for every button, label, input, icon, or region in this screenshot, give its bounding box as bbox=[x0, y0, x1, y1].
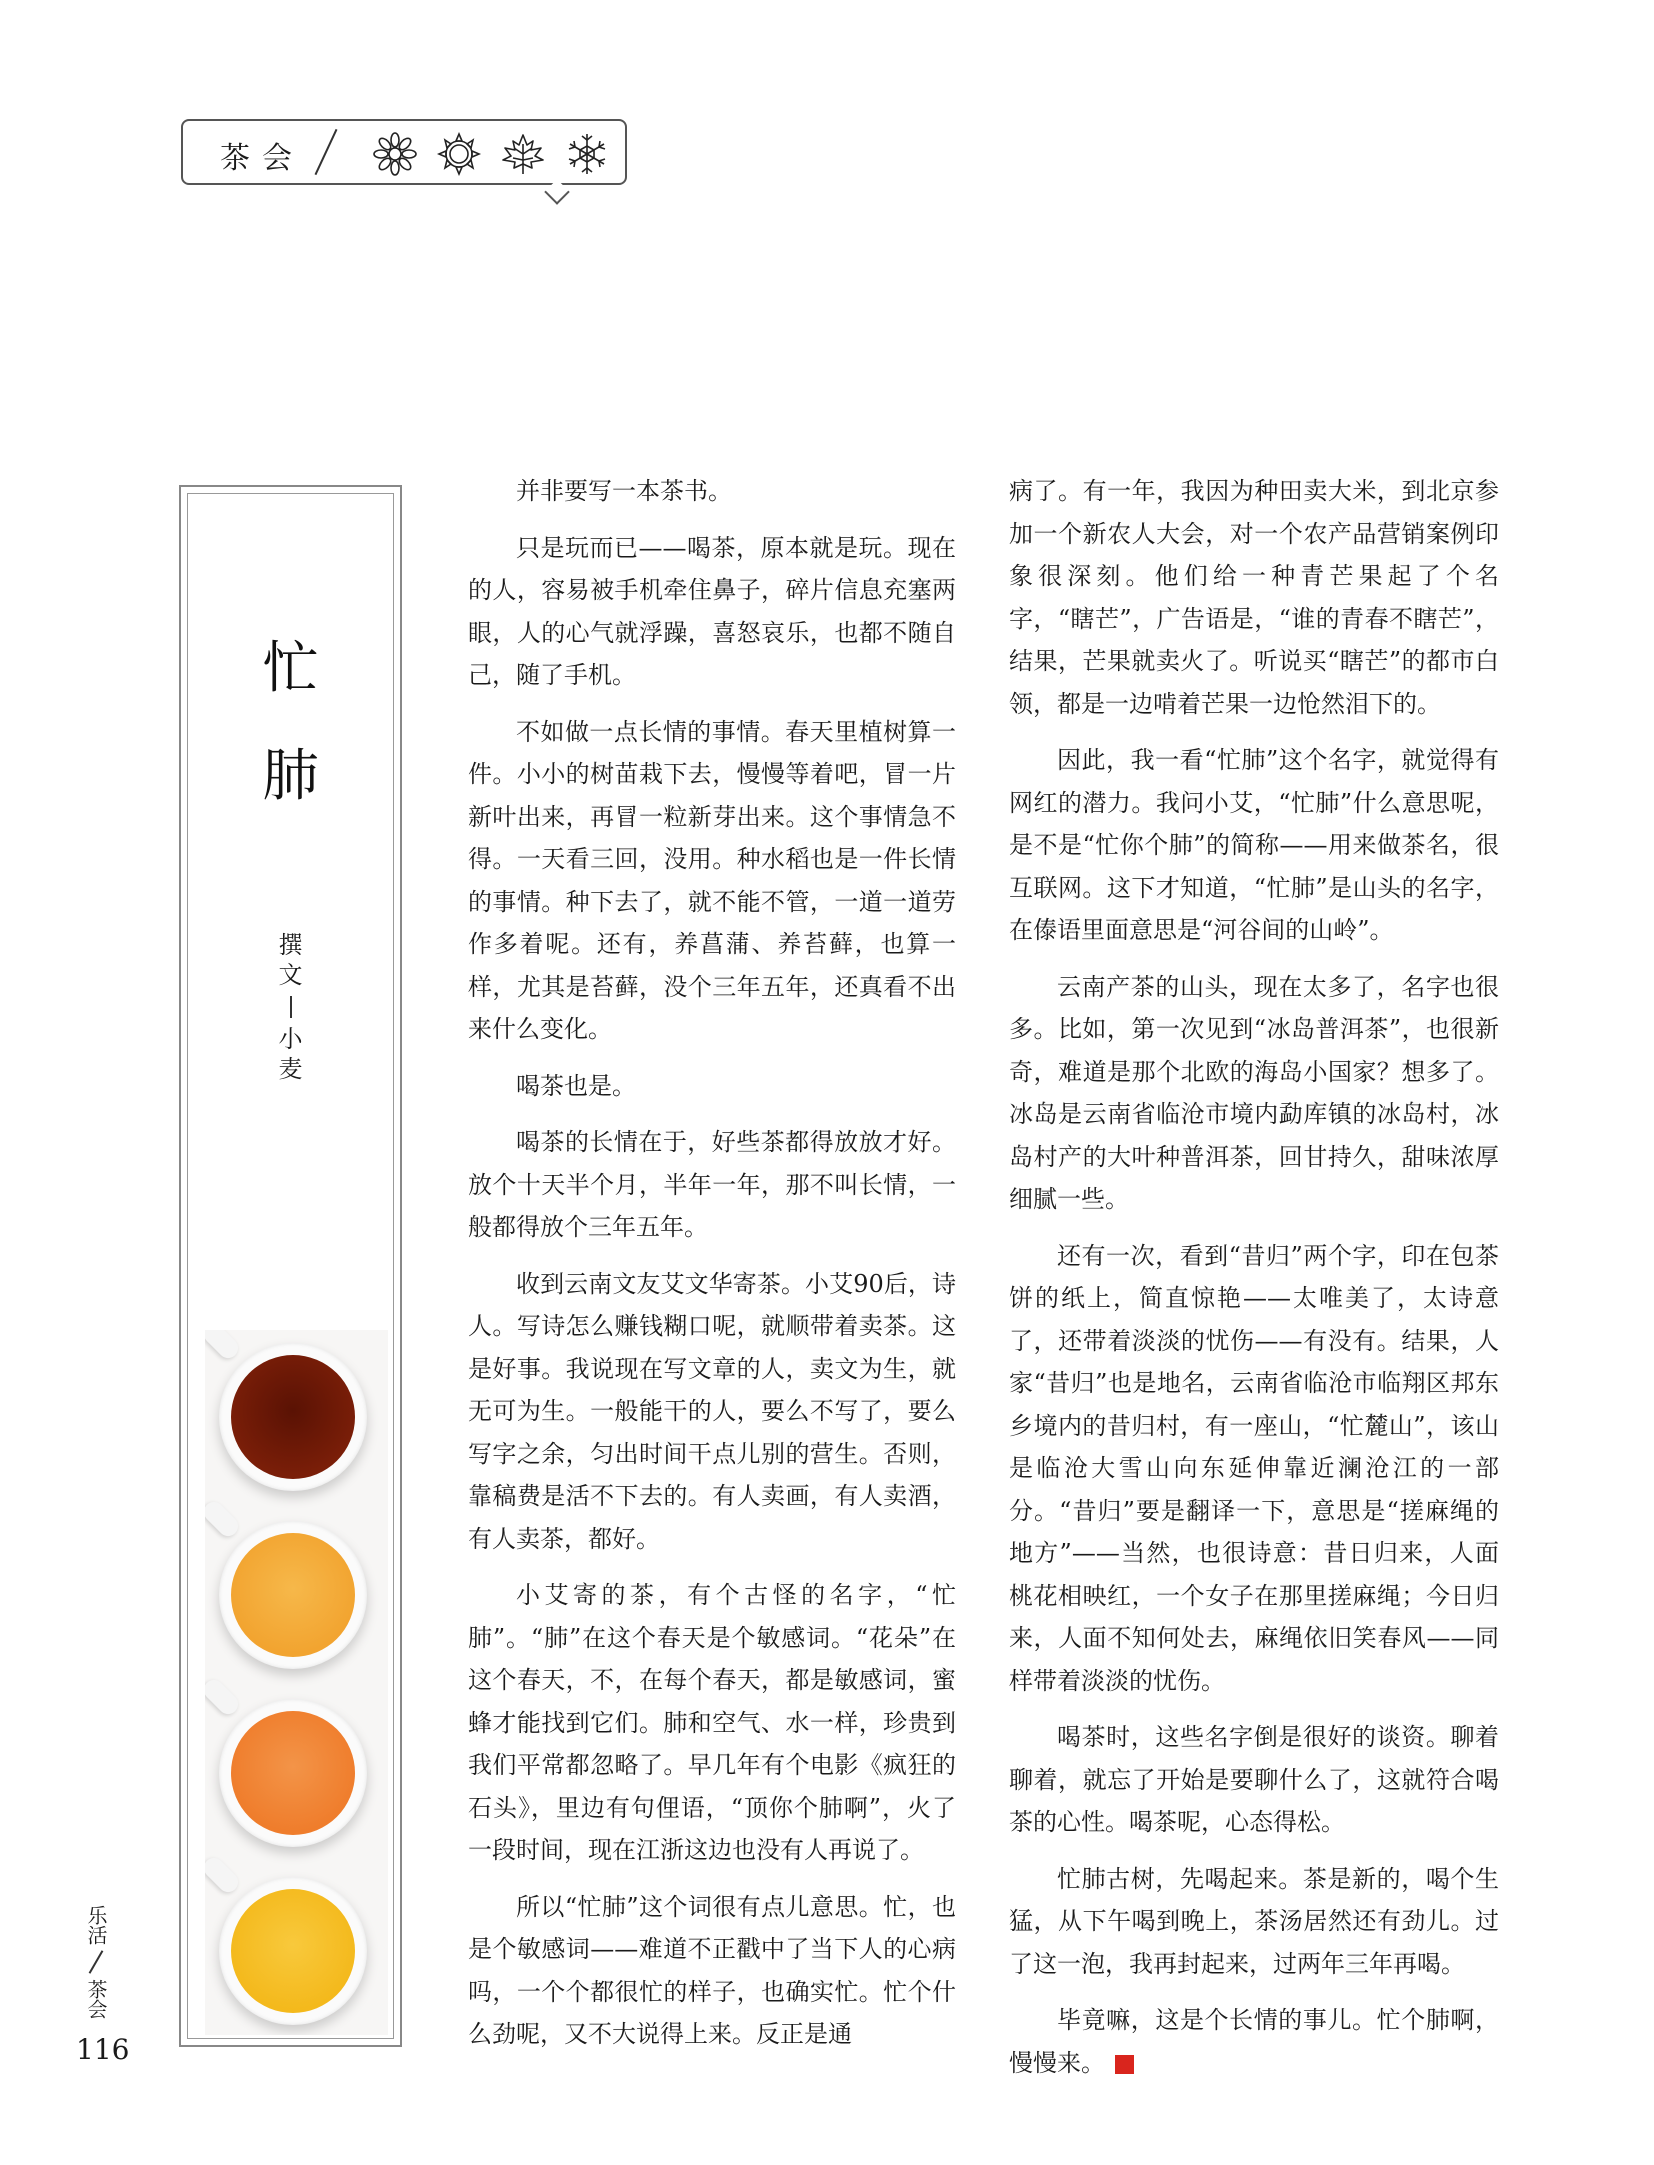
body-paragraph: 喝茶的长情在于，好些茶都得放放才好。放个十天半个月，半年一年，那不叫长情，一般都得放个三年五年。 bbox=[468, 1128, 956, 1241]
byline-author-char: 小 bbox=[278, 1025, 303, 1053]
body-paragraph: 因此，我一看“忙肺”这个名字，就觉得有网红的潜力。我问小艾，“忙肺”什么意思呢，是不是“忙你个肺”的简称——用来做茶名，很互联网。这下才知道，“忙肺”是山头的名字，在傣语里面意思是“河谷间的山岭”。 bbox=[1009, 746, 1499, 944]
section-label: 茶会 bbox=[220, 141, 304, 176]
teacup bbox=[205, 1691, 388, 1861]
body-paragraph: 不如做一点长情的事情。春天里植树算一件。小小的树苗栽下去，慢慢等着吧，冒一片新叶出来，再冒一粒新芽出来。这个事情急不得。一天看三回，没用。种水稻也是一件长情的事情。种下去了，就不能不管，一道一道劳作多着呢。还有，养菖蒲、养苔藓，也算一样，尤其是苔藓，没个三年五年，还真看不出来什么变化。 bbox=[468, 717, 956, 1043]
body-paragraph-final bbox=[1009, 1999, 1499, 2084]
body-paragraph: 忙肺古树，先喝起来。茶是新的，喝个生猛，从下午喝到晚上，茶汤居然还有劲儿。过了这一泡，我再封起来，过两年三年再喝。 bbox=[1009, 1864, 1499, 1978]
body-paragraph: 所以“忙肺”这个词很有点儿意思。忙，也是个敏感词——难道不正戳中了当下人的心病吗，一个个都很忙的样子，也确实忙。忙个什么劲呢，又不大说得上来。反正是通 bbox=[468, 1892, 956, 2048]
season-icons bbox=[371, 132, 611, 176]
body-column-left bbox=[468, 470, 956, 2070]
folio-section-bottom: 茶会 bbox=[84, 1979, 108, 2019]
snowflake-icon bbox=[563, 132, 611, 176]
page-number: 116 bbox=[76, 2033, 130, 2066]
body-paragraph: 小艾寄的茶，有个古怪的名字，“忙肺”。“肺”在这个春天是个敏感词。“花朵”在这个春天，不，在每个春天，都是敏感词，蜜蜂才能找到它们。肺和空气、水一样，珍贵到我们平常都忽略了。早几年有个电影《疯狂的石头》，里边有句俚语，“顶你个肺啊”，火了一段时间，现在江浙这边也没有人再说了。 bbox=[468, 1581, 956, 1864]
body-paragraph: 云南产茶的山头，现在太多了，名字也很多。比如，第一次见到“冰岛普洱茶”，也很新奇，难道是那个北欧的海岛小国家？想多了。冰岛是云南省临沧市境内勐库镇的冰岛村，冰岛村产的大叶种普洱茶，回甘持久，甜味浓厚细腻一些。 bbox=[1009, 972, 1499, 1213]
byline bbox=[188, 930, 393, 1084]
byline-role-char: 撰 bbox=[278, 931, 303, 959]
body-paragraph: 喝茶时，这些名字倒是很好的谈资。聊着聊着，就忘了开始是要聊什么了，这就符合喝茶的心性。喝茶呢，心态得松。 bbox=[1009, 1723, 1499, 1836]
byline-author-char: 麦 bbox=[278, 1055, 303, 1083]
final-paragraph-text: 毕竟嘛，这是个长情的事儿。忙个肺啊，慢慢来。 bbox=[1009, 2006, 1499, 2077]
byline-role-char: 文 bbox=[278, 961, 303, 989]
body-column-right bbox=[1009, 470, 1499, 2098]
teacup bbox=[205, 1335, 388, 1505]
page-folio bbox=[76, 1905, 130, 2066]
sun-flower-icon bbox=[435, 132, 483, 176]
teacup bbox=[205, 1869, 388, 2035]
body-paragraph: 只是玩而已——喝茶，原本就是玩。现在的人，容易被手机牵住鼻子，碎片信息充塞两眼，人的心气就浮躁，喜怒哀乐，也都不随自己，随了手机。 bbox=[468, 533, 956, 689]
article-title-char: 肺 bbox=[262, 744, 319, 809]
article-title-char: 忙 bbox=[262, 636, 319, 701]
folio-section-top: 乐活 bbox=[84, 1905, 108, 1945]
maple-leaf-icon bbox=[499, 132, 547, 176]
folio-divider bbox=[89, 1950, 104, 1974]
end-of-article-mark bbox=[1115, 2055, 1134, 2074]
section-header bbox=[181, 119, 627, 185]
teacups-photo bbox=[205, 1330, 388, 2035]
header-divider bbox=[315, 129, 338, 175]
body-paragraph: 并非要写一本茶书。 bbox=[516, 477, 732, 505]
body-paragraph: 喝茶也是。 bbox=[516, 1071, 636, 1100]
body-paragraph: 还有一次，看到“昔归”两个字，印在包茶饼的纸上，简直惊艳——太唯美了，太诗意了，还带着淡淡的忧伤——有没有。结果，人家“昔归”也是地名，云南省临沧市临翔区邦东乡境内的昔归村，有一座山，“忙麓山”，该山是临沧大雪山向东延伸靠近澜沧江的一部分。“昔归”要是翻译一下，意思是“搓麻绳的地方”——当然，也很诗意：昔日归来，人面桃花相映红，一个女子在那里搓麻绳；今日归来，人面不知何处去，麻绳依旧笑春风——同样带着淡淡的忧伤。 bbox=[1009, 1241, 1499, 1695]
byline-divider bbox=[290, 996, 292, 1018]
body-paragraph: 收到云南文友艾文华寄茶。小艾90后，诗人。写诗怎么赚钱糊口呢，就顺带着卖茶。这是好事。我说现在写文章的人，卖文为生，就无可为生。一般能干的人，要么不写了，要么写字之余，匀出时间干点儿别的营生。否则，靠稿费是活不下去的。有人卖画，有人卖酒，有人卖茶，都好。 bbox=[468, 1269, 956, 1553]
body-paragraph: 病了。有一年，我因为种田卖大米，到北京参加一个新农人大会，对一个农产品营销案例印象很深刻。他们给一种青芒果起了个名字，“瞎芒”，广告语是，“谁的青春不瞎芒”，结果，芒果就卖火了。听说买“瞎芒”的都市白领，都是一边啃着芒果一边怆然泪下的。 bbox=[1009, 477, 1499, 718]
teacup bbox=[205, 1513, 388, 1683]
daisy-flower-icon bbox=[371, 132, 419, 176]
